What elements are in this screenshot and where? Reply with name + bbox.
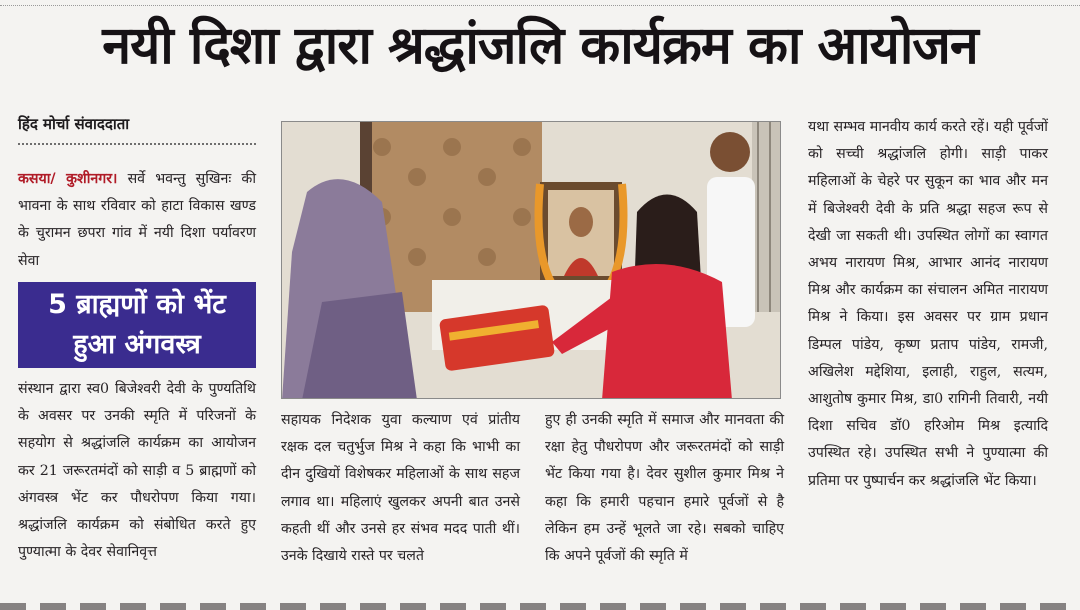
article-headline: नयी दिशा द्वारा श्रद्धांजलि कार्यक्रम का आयोजन: [102, 16, 978, 76]
body-column-2: सहायक निदेशक युवा कल्याण एवं प्रांतीय रक्षक दल चतुर्भुज मिश्र ने कहा कि भाभी का दीन दुखियों विशेषकर महिलाओं के साथ सहज लगाव था। महिलाएं खुलकर अपनी बात उनसे कहती थीं और उनसे हर संभव मदद पाती थीं। उनके दिखाये रास्ते पर चलते: [281, 412, 520, 565]
lead-paragraph: [18, 166, 256, 275]
body-column-1: संस्थान द्वारा स्व0 बिजेश्वरी देवी के पुण्यतिथि के अवसर पर उनकी स्मृति में परिजनों के सहयोग से श्रद्धांजलि कार्यक्रम का आयोजन कर 21 जरूरतमंदों को साड़ी व 5 ब्राह्मणों को अंगवस्त्र भेंट कर पौधरोपण किया गया। श्रद्धांजलि कार्यक्रम को संबोधित करते हुए पुण्यात्मा के देवर सेवानिवृत्त: [18, 381, 256, 561]
callout-line-1: 5 ब्राह्मणों को भेंट: [48, 289, 226, 320]
lead-text: सर्वे भवन्तु सुखिनः की भावना के साथ रविवार को हाटा विकास खण्ड के चुरामन छपरा गांव में नयी दिशा पर्यावरण सेवा: [18, 171, 256, 269]
news-photo: [281, 121, 781, 399]
callout-line-2: हुआ अंगवस्त्र: [73, 329, 201, 360]
next-article-edge: [0, 603, 1080, 610]
photo-illustration: [282, 122, 781, 399]
body-column-4: यथा सम्भव मानवीय कार्य करते रहें। यही पूर्वजों को सच्ची श्रद्धांजलि होगी। साड़ी पाकर महिलाओं के चेहरे पर सुकून का भाव और मन में बिजेश्वरी देवी के प्रति श्रद्धा सहज रूप से देखी जा सकती थी। उपस्थित लोगों का स्वागत अभय नारायण मिश्र, आभार आनंद नारायण मिश्र और कार्यक्रम का संचालन अमित नारायण मिश्र ने किया। इस अवसर पर ग्राम प्रधान डिम्पल पांडेय, कृष्ण प्रताप पांडेय, रामजी, अखिलेश मद्देशिया, इलाही, राहुल, सत्यम, आशुतोष कुमार मिश्र, डा0 रागिनी तिवारी, नयी दिशा सचिव डॉ0 हरिओम मिश्र इत्यादि उपस्थित रहे। उपस्थित सभी ने पुण्यात्मा की प्रतिमा पर पुष्पार्चन कर श्रद्धांजलि भेंट किया।: [808, 119, 1048, 489]
byline: हिंद मोर्चा संवाददाता: [18, 115, 130, 133]
byline-divider: [18, 143, 256, 145]
dateline: कसया/ कुशीनगर।: [18, 171, 118, 187]
body-column-3: हुए ही उनकी स्मृति में समाज और मानवता की रक्षा हेतु पौधरोपण और जरूरतमंदों को साड़ी भेंट किया गया है। देवर सुशील कुमार मिश्र ने कहा कि हमारी पहचान हमारे पूर्वजों से है लेकिन हम उन्हें भूलते जा रहे। सबको चाहिए कि अपने पूर्वजों की स्मृति में: [545, 412, 784, 565]
highlight-callout: [18, 282, 256, 368]
top-rule: [0, 0, 1080, 6]
